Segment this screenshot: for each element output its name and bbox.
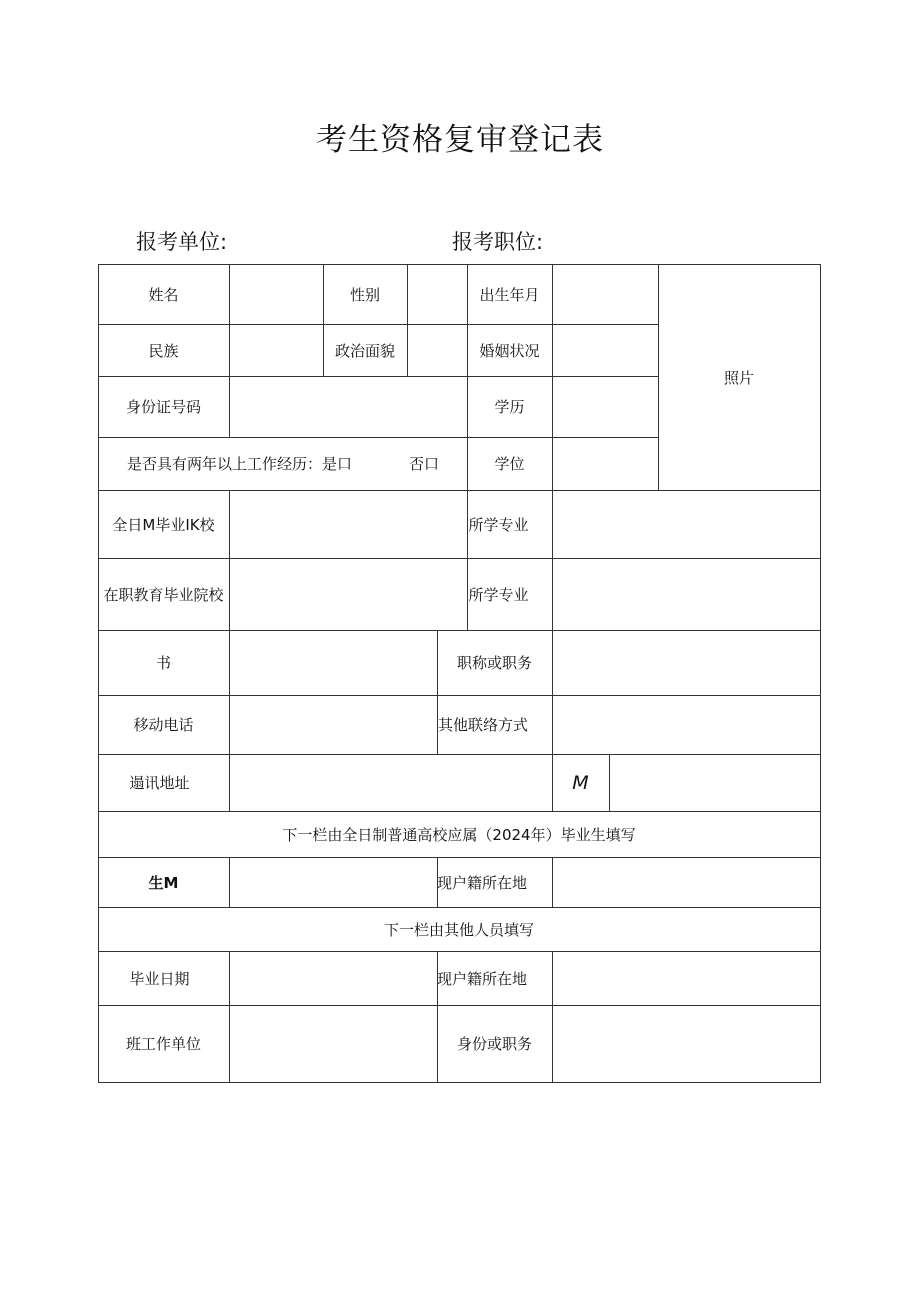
marital-status-label: 婚姻状况	[479, 341, 540, 360]
other-contact-field[interactable]	[553, 696, 820, 754]
address-label: 遢讯地址	[129, 774, 190, 792]
inservice-school-field[interactable]	[230, 559, 467, 630]
work-experience-no-option[interactable]: 否口	[409, 455, 440, 473]
inservice-school-label: 在职教育毕业院校	[103, 585, 224, 604]
apply-unit-label: 报考单位:	[136, 230, 228, 254]
marital-status-field[interactable]	[553, 325, 658, 376]
identity-duty-label: 身份或职务	[456, 1035, 532, 1053]
ethnicity-label: 民族	[148, 341, 179, 360]
household-registration-field-2[interactable]	[553, 952, 820, 1005]
household-registration-label-2: 现户籍所在地	[437, 969, 528, 988]
political-status-label: 政治面貌	[334, 341, 395, 360]
degree-field[interactable]	[553, 438, 658, 490]
name-label: 姓名	[148, 285, 179, 304]
household-registration-field[interactable]	[553, 858, 820, 907]
title-duty-field[interactable]	[553, 631, 820, 695]
identity-duty-field[interactable]	[553, 1006, 820, 1082]
id-number-field[interactable]	[230, 377, 467, 437]
graduation-date-label: 毕业日期	[129, 969, 190, 988]
title-duty-label: 职称或职务	[456, 654, 532, 672]
education-field[interactable]	[553, 377, 658, 437]
fulltime-school-field[interactable]	[230, 491, 467, 558]
table-border-right	[820, 264, 821, 1083]
birth-date-label: 出生年月	[479, 285, 540, 304]
education-label: 学历	[494, 398, 525, 416]
table-border-bottom	[98, 1082, 821, 1083]
section-others-note: 下一栏由其他人员填写	[383, 920, 534, 939]
mobile-label: 移动电话	[133, 716, 194, 734]
page-title: 考生资格复审登记表	[316, 122, 604, 158]
degree-label: 学位	[494, 455, 525, 473]
work-experience-yes-option[interactable]: 是否具有两年以上工作经历：是口	[127, 455, 353, 473]
postcode-label: M	[572, 771, 589, 794]
inservice-major-label: 所学专业	[468, 585, 529, 604]
postcode-field[interactable]	[610, 755, 820, 811]
household-registration-label: 现户籍所在地	[437, 873, 528, 892]
student-origin-label: 生M	[148, 873, 179, 892]
current-employer-field[interactable]	[230, 1006, 437, 1082]
birth-date-field[interactable]	[553, 265, 658, 324]
inservice-major-field[interactable]	[553, 559, 820, 630]
mobile-field[interactable]	[230, 696, 437, 754]
current-employer-label: 班工作单位	[125, 1035, 201, 1053]
ethnicity-field[interactable]	[230, 325, 323, 376]
name-field[interactable]	[230, 265, 323, 324]
apply-position-label: 报考职位:	[452, 230, 544, 254]
certificate-label: 书	[155, 654, 171, 672]
certificate-field[interactable]	[230, 631, 437, 695]
id-number-label: 身份证号码	[125, 398, 201, 416]
fulltime-school-label: 全日M毕业IK校	[112, 515, 215, 534]
section-graduates-note: 下一栏由全日制普通高校应属（2024年）毕业生填写	[282, 825, 636, 844]
fulltime-major-field[interactable]	[553, 491, 820, 558]
student-origin-field[interactable]	[230, 858, 437, 907]
gender-field[interactable]	[408, 265, 467, 324]
photo-label: 照片	[723, 368, 754, 387]
other-contact-label: 其他联络方式	[437, 716, 528, 734]
graduation-date-field[interactable]	[230, 952, 437, 1005]
address-field[interactable]	[230, 755, 552, 811]
fulltime-major-label: 所学专业	[468, 515, 529, 534]
political-status-field[interactable]	[408, 325, 467, 376]
gender-label: 性别	[349, 285, 380, 304]
